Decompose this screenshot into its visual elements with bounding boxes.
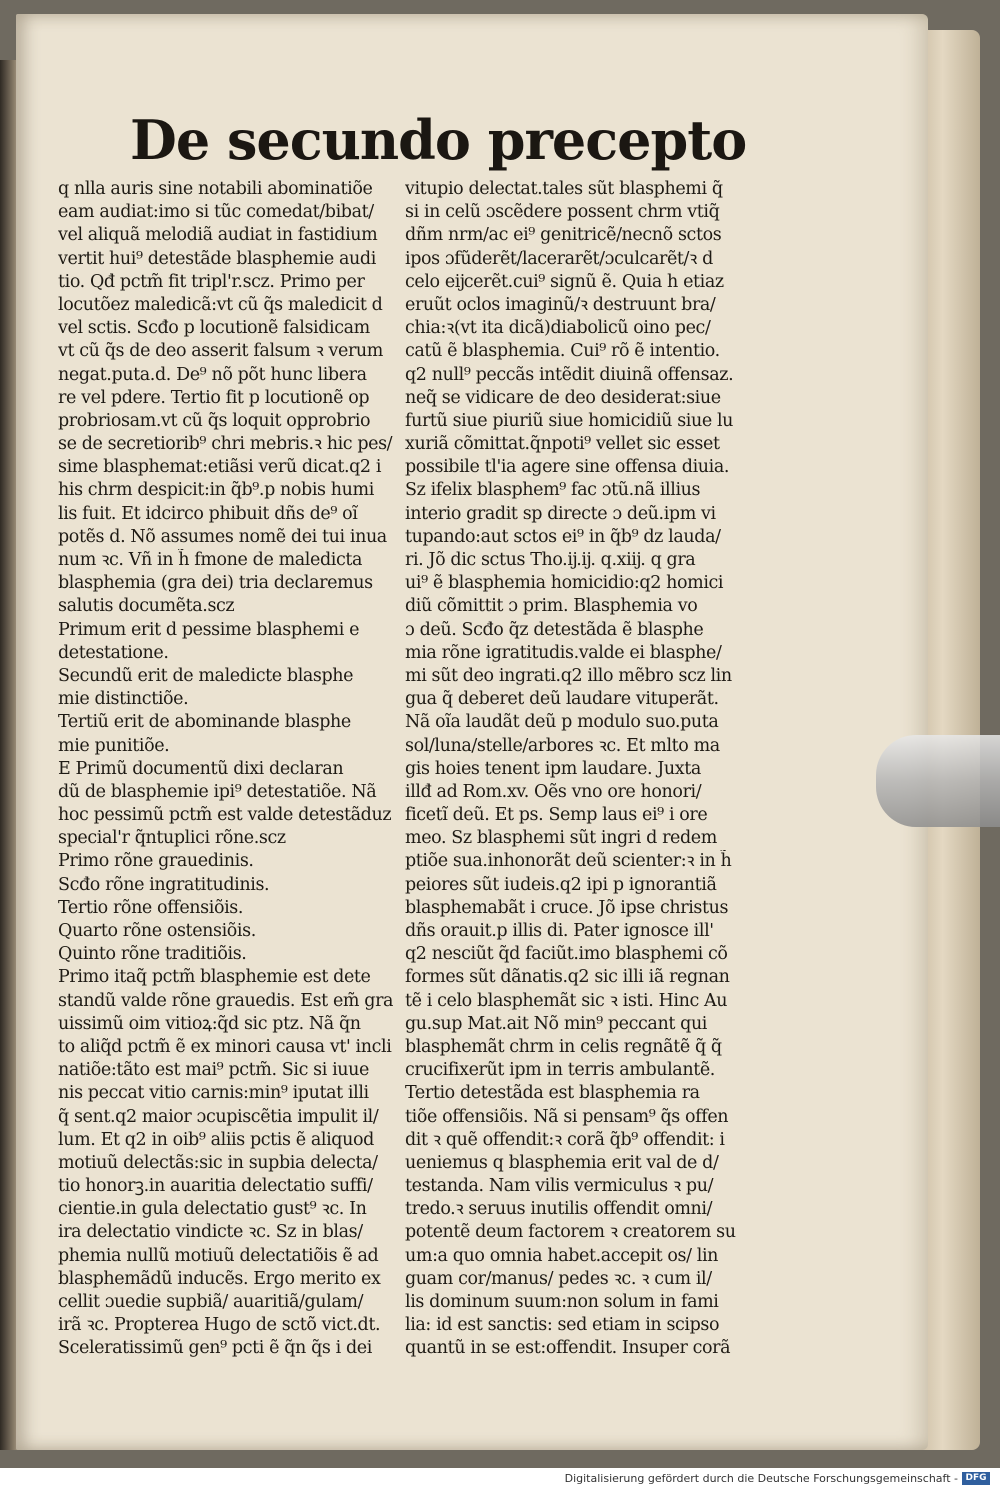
text-line: his chrm despicit:in q̃b⁹.p nobis humi bbox=[58, 480, 374, 501]
text-line: tiõe offensiõis. Nã si pensam⁹ q̃s offen bbox=[405, 1106, 729, 1127]
text-line: vt cũ q̃s de deo asserit falsum ꝛ verum bbox=[58, 341, 383, 362]
text-line: uissimũ oim vitioꝝ:q̃d sic ptz. Nã q̃n bbox=[58, 1013, 361, 1034]
text-line: Quinto rõne traditiõis. bbox=[58, 944, 247, 965]
text-line: blasphemãt chrm in celis regnãtẽ q̃ q̃ bbox=[405, 1036, 722, 1057]
text-line: crucifixerũt ipm in terris ambulantẽ. bbox=[405, 1060, 715, 1081]
text-line: Sz ifelix blasphem⁹ fac ɔtũ.nã illius bbox=[405, 480, 701, 501]
text-line: eruũt oclos imaginũ/ꝛ destruunt bra/ bbox=[405, 294, 716, 315]
text-line: tredo.ꝛ seruus inutilis offendit omni/ bbox=[405, 1199, 713, 1220]
text-line: E Primũ documentũ dixi declaran bbox=[58, 758, 344, 779]
text-line: locutõez maledicã:vt cũ q̃s maledicit d bbox=[58, 294, 383, 315]
text-line: ipos ɔfũderẽt/lacerarẽt/ɔculcarẽt/ꝛ d bbox=[405, 248, 713, 269]
text-line: Secundũ erit de maledicte blasphe bbox=[58, 665, 354, 686]
text-line: Sceleratissimũ gen⁹ pcti ẽ q̃n q̃s i dei bbox=[58, 1338, 372, 1359]
text-line: possibile tl'ia agere sine offensa diuia. bbox=[405, 457, 730, 478]
text-line: mie punitiõe. bbox=[58, 735, 170, 756]
text-line: probriosam.vt cũ q̃s loquit opprobrio bbox=[58, 410, 371, 431]
text-line: q2 null⁹ peccãs intẽdit diuinã offensaz. bbox=[405, 364, 734, 385]
text-line: mie distinctiõe. bbox=[58, 689, 189, 710]
text-line: um:a quo omnia habet.accepit os/ lin bbox=[405, 1245, 719, 1266]
text-line: blasphemabãt i cruce. Jõ ipse christus bbox=[405, 897, 729, 918]
text-line: diũ cõmittit ɔ prim. Blasphemia vo bbox=[405, 596, 698, 617]
text-line: salutis documẽta.scz bbox=[58, 596, 235, 617]
text-line: mia rõne igratitudis.valde ei blasphe/ bbox=[405, 642, 722, 663]
text-line: furtũ siue piuriũ siue homicidiũ siue lu bbox=[405, 410, 734, 431]
text-line: detestatione. bbox=[58, 642, 169, 663]
text-line: ui⁹ ẽ blasphemia homicidio:q2 homici bbox=[405, 573, 724, 594]
text-line: lum. Et q2 in oib⁹ aliis pctis ẽ aliquod bbox=[58, 1129, 374, 1150]
text-line: celo eĳcerẽt.cui⁹ signũ ẽ. Quia h etiaz bbox=[405, 271, 724, 292]
text-line: potentẽ deum factorem ꝛ creatorem su bbox=[405, 1222, 736, 1243]
text-line: se de secretiorib⁹ chri mebris.ꝛ hic pes/ bbox=[58, 434, 393, 455]
page-clip bbox=[876, 735, 1000, 827]
text-line: natiõe:tãto est mai⁹ pctm̃. Sic si iuue bbox=[58, 1060, 369, 1081]
text-line: q̃ sent.q2 maior ɔcupiscẽtia impulit il/ bbox=[58, 1106, 379, 1127]
text-line: xuriã cõmittat.q̃npoti⁹ vellet sic esset bbox=[405, 434, 720, 455]
text-line: tio honorꝫ.in auaritia delectatio suffi/ bbox=[58, 1176, 373, 1197]
text-line: mi sũt deo ingrati.q2 illo mẽbro scz lin bbox=[405, 665, 732, 686]
text-line: catũ ẽ blasphemia. Cui⁹ rõ ẽ intentio. bbox=[405, 341, 720, 362]
text-line: nis peccat vitio carnis:min⁹ iputat illi bbox=[58, 1083, 369, 1104]
text-line: special'r q̃ntuplici rõne.scz bbox=[58, 828, 286, 849]
text-line: vel aliquã melodiã audiat in fastidium bbox=[58, 225, 378, 246]
right-text-column bbox=[405, 178, 757, 1361]
text-line: tupando:aut sctos ei⁹ in q̃b⁹ dz lauda/ bbox=[405, 526, 721, 547]
text-line: lis dominum suum:non solum in fami bbox=[405, 1292, 719, 1312]
text-line: q nlla auris sine notabili abominatiõe bbox=[58, 179, 373, 199]
text-line: irã ꝛc. Propterea Hugo de sctõ vict.dt. bbox=[58, 1315, 381, 1336]
text-line: ɔ deũ. Scđo q̃z detestãda ẽ blasphe bbox=[405, 619, 704, 640]
dfg-logo: DFG bbox=[962, 1472, 990, 1485]
text-line: lia: id est sanctis: sed etiam in scipso bbox=[405, 1315, 720, 1336]
text-line: Tertio rõne offensiõis. bbox=[58, 897, 244, 918]
text-line: potẽs d. Nõ assumes nomẽ dei tui inua bbox=[58, 526, 387, 547]
text-line: to aliq̃d pctm̃ ẽ ex minori causa vt' incli bbox=[58, 1036, 392, 1057]
text-line: num ꝛc. Vñ in h̃ fmone de maledicta bbox=[58, 550, 363, 570]
text-line: tio. Qđ pctm̃ fit tripl'r.scz. Primo per bbox=[58, 271, 365, 292]
text-line: peiores sũt iudeis.q2 ipi p ignorantiã bbox=[405, 874, 717, 895]
text-line: ficetĩ deũ. Et ps. Semp laus ei⁹ i ore bbox=[405, 805, 708, 826]
text-line: vel sctis. Scđo p locutionẽ falsidicam bbox=[58, 318, 370, 339]
text-line: Primum erit d pessime blasphemi e bbox=[58, 619, 360, 640]
text-line: blasphemia (gra dei) tria declaremus bbox=[58, 573, 373, 594]
text-line: negat.puta.d. De⁹ nõ põt hunc libera bbox=[58, 364, 367, 385]
text-line: motiuũ delectãs:sic in supbia delecta/ bbox=[58, 1152, 378, 1173]
text-line: vitupio delectat.tales sũt blasphemi q̃ bbox=[405, 179, 723, 199]
text-line: dũ de blasphemie ipi⁹ detestatiõe. Nã bbox=[58, 781, 377, 802]
text-line: chia:ꝛ(vt ita dicã)diabolicũ oino pec/ bbox=[405, 318, 711, 339]
text-line: Tertio detestãda est blasphemia ra bbox=[405, 1083, 700, 1104]
text-line: Nã oĩa laudãt deũ p modulo suo.puta bbox=[405, 712, 719, 733]
text-line: cientie.in gula delectatio gust⁹ ꝛc. In bbox=[58, 1199, 367, 1220]
text-line: standũ valde rõne grauedis. Est em̃ gra bbox=[58, 990, 394, 1011]
text-line: Quarto rõne ostensiõis. bbox=[58, 921, 256, 941]
text-line: quantũ in se est:offendit. Insuper corã bbox=[405, 1338, 731, 1359]
text-line: Primo rõne grauedinis. bbox=[58, 851, 254, 872]
text-line: dit ꝛ quẽ offendit:ꝛ corã q̃b⁹ offendit: i bbox=[405, 1129, 725, 1150]
left-text-column bbox=[58, 178, 410, 1361]
text-line: tẽ i celo blasphemãt sic ꝛ isti. Hinc Au bbox=[405, 990, 728, 1011]
text-line: gis hoies tenent ipm laudare. Juxta bbox=[405, 758, 701, 779]
text-line: re vel pdere. Tertio fit p locutionẽ op bbox=[58, 387, 370, 408]
text-line: phemia nullũ motiuũ delectatiõis ẽ ad bbox=[58, 1245, 379, 1266]
text-line: ri. Jõ dic sctus Tho.ĳ.ĳ. q.xiĳ. q gra bbox=[405, 550, 696, 570]
text-line: sime blasphemat:etiãsi verũ dicat.q2 i bbox=[58, 457, 382, 478]
text-line: Scđo rõne ingratitudinis. bbox=[58, 874, 270, 895]
text-line: vertit hui⁹ detestãde blasphemie audi bbox=[58, 248, 376, 269]
text-line: blasphemãdũ inducẽs. Ergo merito ex bbox=[58, 1268, 381, 1289]
text-line: ira delectatio vindicte ꝛc. Sz in blas/ bbox=[58, 1222, 363, 1243]
text-line: si in celũ ɔscẽdere possent chrm vtiq̃ bbox=[405, 202, 720, 223]
text-line: Primo itaq̃ pctm̃ blasphemie est dete bbox=[58, 967, 371, 988]
text-line: eam audiat:imo si tũc comedat/bibat/ bbox=[58, 202, 374, 223]
text-line: q2 nesciũt q̃d faciũt.imo blasphemi cõ bbox=[405, 944, 728, 965]
text-line: dñs orauit.p illis di. Pater ignosce ill' bbox=[405, 921, 714, 941]
text-line: gu.sup Mat.ait Nõ min⁹ peccant qui bbox=[405, 1013, 708, 1034]
text-line: cellit ɔuedie supbiã/ auaritiã/gulam/ bbox=[58, 1292, 364, 1312]
text-line: sol/luna/stelle/arbores ꝛc. Et mlto ma bbox=[405, 735, 720, 756]
page-heading: De secundo precepto bbox=[130, 108, 747, 172]
text-line: meo. Sz blasphemi sũt ingri d redem bbox=[405, 828, 717, 849]
text-line: ptiõe sua.inhonorãt deũ scienter:ꝛ in h̃ bbox=[405, 851, 732, 872]
text-line: interio gradit sp directe ɔ deũ.ipm vi bbox=[405, 503, 716, 524]
text-line: testanda. Nam vilis vermiculus ꝛ pu/ bbox=[405, 1176, 714, 1197]
text-line: ueniemus q blasphemia erit val de d/ bbox=[405, 1152, 719, 1173]
text-line: gua q̃ deberet deũ laudare vituperãt. bbox=[405, 689, 719, 710]
text-line: lis fuit. Et idcirco phibuit dñs de⁹ oĩ bbox=[58, 503, 358, 524]
text-line: guam cor/manus/ pedes ꝛc. ꝛ cum il/ bbox=[405, 1268, 712, 1289]
footer-credit: Digitalisierung gefördert durch die Deutsche Forschungsgemeinschaft - bbox=[564, 1472, 958, 1485]
text-line: Tertiũ erit de abominande blasphe bbox=[58, 712, 351, 733]
footer-bar bbox=[0, 1468, 1000, 1490]
text-line: dñm nrm/ac ei⁹ genitricẽ/necnõ sctos bbox=[405, 225, 722, 246]
text-line: formes sũt dãnatis.q2 sic illi iã regnan bbox=[405, 967, 730, 988]
text-line: neq̃ se vidicare de deo desiderat:siue bbox=[405, 387, 721, 408]
text-line: hoc pessimũ pctm̃ est valde detestãduz bbox=[58, 805, 392, 826]
text-line: illđ ad Rom.xv. Oẽs vno ore honori/ bbox=[405, 781, 702, 802]
